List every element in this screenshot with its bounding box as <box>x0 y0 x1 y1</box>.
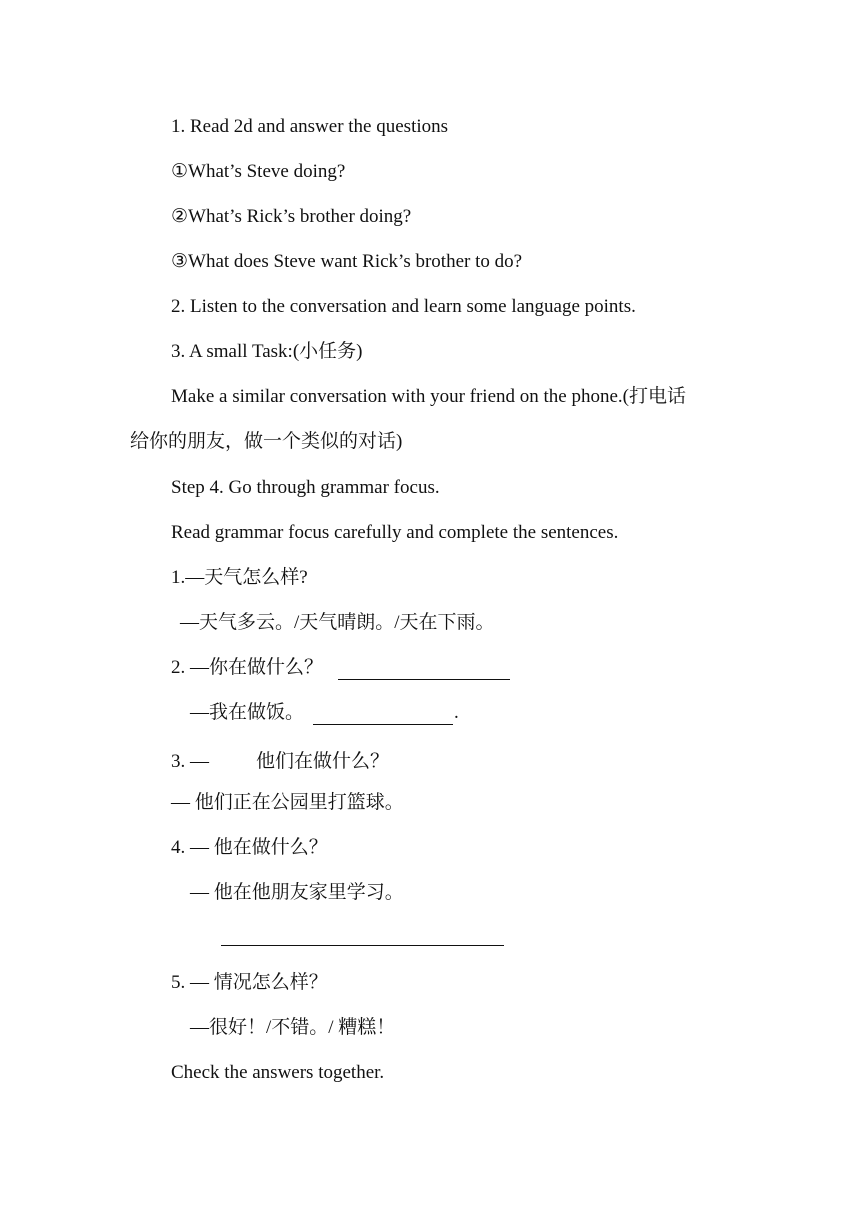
sentence-2-question <box>171 656 323 680</box>
sentence-5-question: 5. — 情况怎么样？ <box>171 972 328 993</box>
question-1: ①What’s Steve doing? <box>171 161 346 182</box>
task-description-line-2: 给你的朋友，做一个类似的对话) <box>130 431 403 452</box>
check-answers: Check the answers together. <box>171 1062 385 1083</box>
sentence-3-question: 他们在做什么？ <box>256 751 390 772</box>
sentence-3-question-number: 3. — <box>171 751 209 772</box>
sentence-2-question-text: 2. —你在做什么？ <box>171 657 324 678</box>
grammar-instruction: Read grammar focus carefully and complete the sentences. <box>171 522 619 543</box>
task-description-line-1: Make a similar conversation with your friend on the phone.(打电话 <box>171 386 686 407</box>
sentence-2-answer-text: —我在做饭。 <box>190 702 305 723</box>
sentence-3-answer: — 他们正在公园里打篮球。 <box>171 792 404 813</box>
sentence-5-answer: —很好！/不错。/ 糟糕！ <box>190 1017 396 1038</box>
sentence-2-answer-blank[interactable] <box>313 706 453 725</box>
step-4-heading: Step 4. Go through grammar focus. <box>171 477 440 498</box>
sentence-1-answer: —天气多云。/天气晴朗。/天在下雨。 <box>180 612 495 633</box>
sentence-2-answer-period: . <box>454 702 459 723</box>
instruction-listen: 2. Listen to the conversation and learn some language points. <box>171 296 636 317</box>
instruction-read-2d: 1. Read 2d and answer the questions <box>171 116 449 137</box>
sentence-4-blank[interactable] <box>221 927 504 946</box>
question-3: ③What does Steve want Rick’s brother to do? <box>171 251 523 272</box>
sentence-1-question: 1.—天气怎么样? <box>171 567 308 588</box>
question-2: ②What’s Rick’s brother doing? <box>171 206 412 227</box>
sentence-4-question: 4. — 他在做什么？ <box>171 837 328 858</box>
sentence-4-answer: — 他在他朋友家里学习。 <box>190 882 404 903</box>
instruction-small-task: 3. A small Task:(小任务) <box>171 341 363 362</box>
sentence-2-question-blank[interactable] <box>338 661 510 680</box>
sentence-2-answer <box>190 701 304 725</box>
